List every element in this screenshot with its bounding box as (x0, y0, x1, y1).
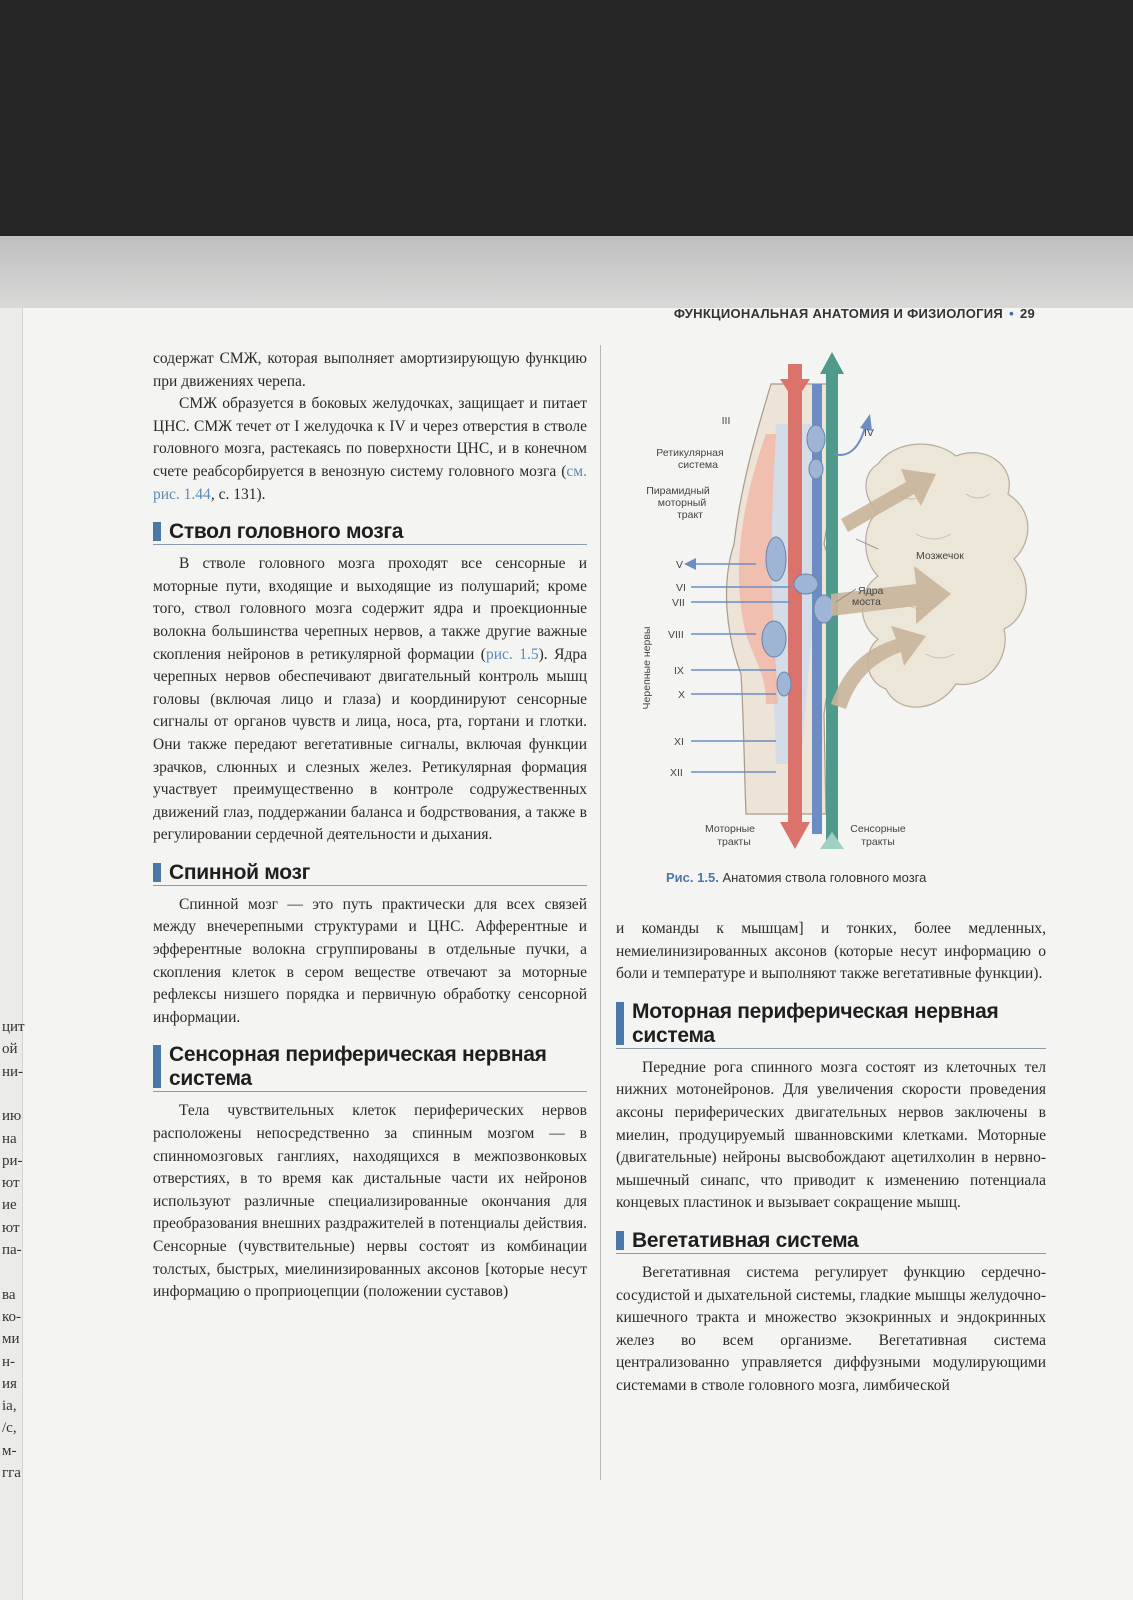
nucleus-viii (762, 621, 786, 657)
previous-page-fragment: ни- (2, 1063, 24, 1080)
sensory-arrow-tail (820, 832, 844, 849)
nerve-label-ix: IX (674, 665, 684, 677)
previous-page-fragment: ко- (2, 1308, 22, 1325)
paragraph: Спинной мозг — это путь практически для всех связей между внечерепными структурами и ЦНС. Афферентные и эфферентные волокна сгруппированы в отдельные пучки, а скопления клеток в сером веществе отвечают за моторные рефлексы низшего порядка и первичную обработку сенсорной информации. (153, 895, 587, 1026)
nerve-label-vii: VII (672, 597, 685, 609)
paragraph: Передние рога спинного мозга состоят из клеточных тел нижних мотонейронов. Для увеличения скорости проведения аксоны периферических двигательных нервов заключены в миелин, продуцируемый шванновскими клетками. Моторные (двигательные) нейроны высвобождают ацетилхолин в нервно-мышечный синапс, что приводит к изменению потенциала концевых пластинок и вызывает сокращение мышц. (616, 1058, 1046, 1212)
label-cranial-nerves: Черепные нервы (641, 626, 653, 710)
brainstem-figure (616, 344, 1056, 864)
label-pons-nuclei: Ядра моста (852, 585, 884, 608)
previous-page-fragment: ри- (2, 1152, 23, 1169)
section-heading: Моторная периферическая нервная система (616, 1000, 1046, 1049)
paragraph: содержат СМЖ, которая выполняет амортизирующую функцию при движениях черепа. (153, 350, 587, 390)
nucleus-v (766, 537, 786, 581)
nerve-label-iv: IV (864, 427, 874, 439)
motor-arrow-head-bottom (780, 822, 810, 849)
previous-page-fragment: ют (2, 1175, 20, 1192)
previous-page-fragment: н- (2, 1353, 16, 1370)
running-head-title: ФУНКЦИОНАЛЬНАЯ АНАТОМИЯ И ФИЗИОЛОГИЯ (673, 306, 1004, 321)
nerve-label-x: X (678, 689, 686, 701)
previous-page-fragment: /c, (2, 1420, 17, 1437)
previous-page-fragment: м- (2, 1442, 17, 1459)
section-heading: Сенсорная периферическая нервная система (153, 1043, 587, 1092)
running-head (674, 306, 1035, 321)
previous-page-fragment: ia, (2, 1398, 17, 1415)
previous-page-fragment: ют (2, 1219, 20, 1236)
figure-caption (666, 870, 926, 885)
previous-page-fragment: ми (2, 1331, 20, 1348)
previous-page-edge (0, 308, 23, 1600)
previous-page-fragment: ия (2, 1375, 17, 1392)
previous-page-fragment: цит (2, 1019, 25, 1035)
paragraph: и команды к мышцам] и тонких, более медленных, немиелинизированных аксонов (которые несут информацию о боли и температуре и выполняют также вегетативные функции). (616, 920, 1046, 983)
label-pyramidal: Пирамидный моторный тракт (646, 485, 710, 521)
previous-page-fragment: па- (2, 1242, 22, 1258)
left-column (153, 348, 587, 1304)
nerve-label-iii: III (721, 415, 731, 427)
previous-page-fragment: ва (2, 1286, 16, 1303)
page-number: 29 (1019, 306, 1035, 321)
label-sensory-tracts: Сенсорные тракты (850, 823, 906, 848)
figure-caption-text: Анатомия ствола головного мозга (722, 870, 927, 885)
previous-page-fragment: ию (2, 1108, 22, 1125)
section-heading: Вегетативная система (616, 1229, 1046, 1254)
nucleus-vi (794, 574, 818, 594)
nerve-iv-arrow (834, 424, 866, 455)
figure-caption-number: Рис. 1.5. (666, 870, 719, 885)
paragraph: В стволе головного мозга проходят все сенсорные и моторные пути, входящие и выходящие из полушарий; кроме того, ствол головного мозга содержит ядра и проекционные волокна большинства черепных нервов, а также другие важные скопления нейронов в ретикулярной формации (рис. 1.5). Ядра черепных нервов обеспечивают двигательный контроль мышц головы (включая лицо и глаза) и координируют сенсорные сигналы от органов чувств и лица, носа, рта, гортани и глотки. Они также передают вегетативные сигналы, включая функции зрачков, слюнных и слезных желез. Ретикулярная формация участвует преимущественно в контроле содружественных движений глаз, поддержании баланса и бодрствования, а также в регулировании сердечной деятельности и дыхания. (153, 555, 587, 844)
nerve-label-xi: XI (674, 736, 684, 748)
label-cerebellum: Мозжечок (916, 550, 964, 562)
paragraph: Тела чувствительных клеток периферических нервов расположены непосредственно за спинным мозгом — в спинномозговых ганглиях, находящихся в межпозвонковых отверстиях, в то время как дистальные части их нейронов используют различные специализированные окончания для преобразования внешних раздражителей в потенциалы действия. Сенсорные (чувствительные) нервы состоят из комбинации толстых, быстрых, миелинизированных аксонов [которые несут информацию о проприоцепции (положении суставов) (153, 1102, 587, 1301)
cerebellum-shape (862, 444, 1028, 707)
column-divider (600, 345, 601, 1480)
nerve-label-vi: VI (676, 582, 686, 594)
paragraph: СМЖ образуется в боковых желудочках, защищает и питает ЦНС. СМЖ течет от I желудочка к IV и через отверстия в стволе головного мозга, растекаясь по поверхности ЦНС, и в конечном счете реабсорбируется в венозную систему головного мозга (см. рис. 1.44, с. 131). (153, 395, 587, 503)
paragraph: Вегетативная система регулирует функцию сердечно-сосудистой и дыхательной системы, гладкие мышцы желудочно-кишечного тракта и множество экзокринных и эндокринных желез во всем организме. Вегетативная система централизованно управляется диффузными модулирующими системами в стволе головного мозга, лимбической (616, 1263, 1046, 1394)
scan-dark-band (0, 0, 1133, 236)
nerve-label-v: V (676, 559, 684, 571)
previous-page-fragment: ие (2, 1197, 17, 1214)
section-heading: Ствол головного мозга (153, 520, 587, 545)
previous-page-fragment: гга (2, 1465, 21, 1481)
previous-page-fragment: ой (2, 1041, 18, 1058)
nucleus-iii (807, 425, 825, 453)
label-motor-tracts: Моторные тракты (704, 823, 756, 848)
running-head-separator: • (1009, 306, 1014, 321)
right-column (616, 918, 1046, 1398)
figure-reference-link[interactable]: см. рис. 1.44 (153, 462, 587, 503)
figure-reference-link[interactable]: рис. 1.5 (485, 645, 539, 663)
nerve-label-viii: VIII (668, 629, 684, 641)
motor-tract (788, 364, 802, 824)
sensory-arrow-head (820, 352, 844, 374)
label-reticular: Ретикулярная система (656, 447, 724, 471)
nerve-v-arrow-head (684, 558, 696, 570)
section-heading: Спинной мозг (153, 861, 587, 886)
nucleus-ix (777, 672, 791, 696)
nucleus-iv (809, 459, 823, 479)
previous-page-fragment: на (2, 1130, 17, 1147)
nerve-label-xii: XII (670, 767, 683, 779)
scan-gray-band (0, 236, 1133, 308)
